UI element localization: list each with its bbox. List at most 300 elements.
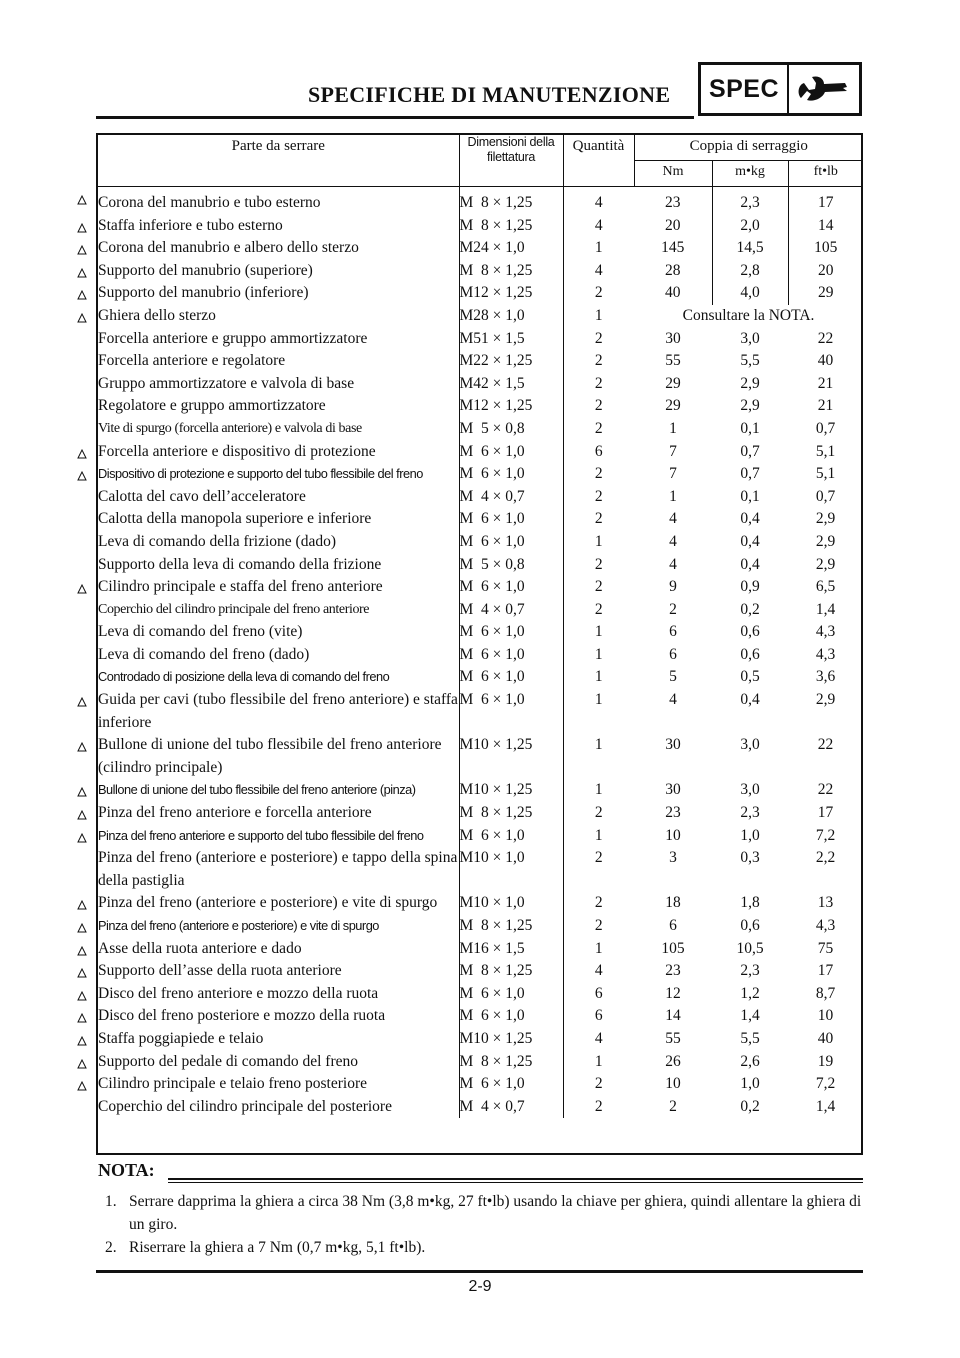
- cell-torque-nm: 4: [669, 510, 677, 528]
- torque-check-triangle-icon: [77, 1013, 87, 1023]
- cell-part: [98, 418, 459, 441]
- cell-quantity: 2: [594, 578, 603, 596]
- table-row: [98, 599, 863, 622]
- cell-torque-mkg: 0,3: [740, 849, 760, 867]
- cell-thread: M24 × 1,0: [459, 237, 563, 260]
- cell-part: [98, 938, 459, 961]
- table-row: [98, 215, 863, 238]
- cell-quantity: 6: [594, 984, 603, 1002]
- cell-thread: M 8 × 1,25: [459, 960, 563, 983]
- cell-quantity: 2: [594, 284, 603, 302]
- cell-quantity: 2: [594, 555, 603, 573]
- cell-torque-nm: 29: [665, 397, 681, 415]
- note-item: [105, 1236, 865, 1259]
- cell-torque-mkg: 5,5: [740, 352, 760, 370]
- cell-torque-ftlb: 17: [817, 804, 834, 822]
- bottom-rule: [96, 1270, 863, 1273]
- cell-part: [98, 802, 459, 825]
- table-row: [98, 1028, 863, 1051]
- cell-part: [98, 915, 459, 938]
- cell-torque-ftlb: 4,3: [815, 645, 836, 663]
- cell-torque-nm: 55: [665, 352, 681, 370]
- cell-thread: M 6 × 1,0: [459, 689, 563, 734]
- cell-part: [98, 395, 459, 418]
- cell-thread: M12 × 1,25: [459, 395, 563, 418]
- table-body: [98, 187, 863, 1119]
- cell-part: [98, 960, 459, 983]
- cell-torque-ftlb: 21: [817, 374, 834, 392]
- cell-part: [98, 441, 459, 464]
- note-item-number: 1.: [105, 1193, 117, 1210]
- cell-part: [98, 554, 459, 577]
- cell-torque-nm: 6: [669, 623, 677, 641]
- cell-part: [98, 983, 459, 1006]
- part-label: Corona del manubrio e albero dello sterzo: [98, 239, 359, 257]
- cell-torque-mkg: 2,9: [740, 397, 760, 415]
- part-label: Staffa inferiore e tubo esterno: [98, 216, 283, 234]
- part-label: Pinza del freno anteriore e supporto del tubo flessibile del freno: [98, 827, 424, 843]
- table-row: [98, 1096, 863, 1119]
- cell-part: [98, 282, 459, 305]
- cell-torque-mkg: 1,0: [740, 826, 760, 844]
- table-row: [98, 418, 863, 441]
- table-row: [98, 260, 863, 283]
- cell-part: [98, 1028, 459, 1051]
- note-item-number: 2.: [105, 1239, 117, 1256]
- torque-check-triangle-icon: [77, 968, 87, 978]
- part-label: Regolatore e gruppo ammortizzatore: [98, 397, 326, 415]
- cell-torque-mkg: 0,4: [740, 510, 760, 528]
- cell-quantity: 2: [594, 1075, 603, 1093]
- cell-quantity: 2: [594, 487, 603, 505]
- part-label: Bullone di unione del tubo flessibile del freno anteriore (cilindro principale): [98, 736, 442, 776]
- cell-thread: M 6 × 1,0: [459, 1005, 563, 1028]
- part-label: Corona del manubrio e tubo esterno: [98, 194, 321, 211]
- wrench-icon: [789, 65, 859, 113]
- table-row: [98, 802, 863, 825]
- cell-thread: M 8 × 1,25: [459, 1051, 563, 1074]
- part-label: Dispositivo di protezione e supporto del tubo flessibile del freno: [98, 466, 423, 482]
- cell-part: [98, 373, 459, 396]
- cell-torque-mkg: 0,6: [740, 623, 760, 641]
- cell-part: [98, 463, 459, 486]
- cell-quantity: 2: [594, 917, 603, 934]
- torque-check-triangle-icon: [77, 223, 87, 233]
- cell-torque-note: Consultare la NOTA.: [682, 306, 815, 324]
- cell-torque-ftlb: 5,1: [815, 465, 836, 483]
- cell-torque-ftlb: 14: [788, 215, 863, 238]
- cell-part: [98, 779, 459, 802]
- torque-check-triangle-icon: [77, 946, 87, 956]
- note-item-text: Serrare dapprima la ghiera a circa 38 Nm (3,8 m•kg, 27 ft•lb) usando la chiave per ghiera, quindi allentare la ghiera di un giro.: [129, 1193, 862, 1233]
- table-row: [98, 1073, 863, 1096]
- cell-torque-mkg: 5,5: [740, 1029, 760, 1047]
- cell-torque-mkg: 0,4: [740, 532, 760, 550]
- table-row: [98, 373, 863, 396]
- table-row: [98, 960, 863, 983]
- table-row: [98, 734, 863, 779]
- part-label: Supporto del pedale di comando del freno: [98, 1052, 358, 1070]
- title-rule: [96, 116, 694, 119]
- cell-part: [98, 350, 459, 373]
- table-row: [98, 915, 863, 938]
- cell-thread: M10 × 1,25: [459, 1028, 563, 1051]
- part-label: Cilindro principale e staffa del freno anteriore: [98, 578, 383, 596]
- cell-thread: M 8 × 1,25: [459, 915, 563, 938]
- header-thread: Dimensioni della filettatura: [459, 135, 563, 187]
- cell-quantity: 1: [594, 826, 603, 844]
- cell-torque-ftlb: 7,2: [815, 1075, 836, 1093]
- table-row: [98, 328, 863, 351]
- part-label: Cilindro principale e telaio freno posteriore: [98, 1075, 368, 1093]
- cell-torque-mkg: 0,6: [740, 917, 760, 934]
- cell-quantity: 2: [594, 600, 603, 618]
- cell-part: [98, 892, 459, 915]
- cell-torque-mkg: 14,5: [712, 237, 788, 260]
- torque-check-triangle-icon: [77, 787, 87, 797]
- cell-quantity: 2: [594, 374, 603, 392]
- cell-quantity: 2: [594, 510, 603, 528]
- cell-quantity: 2: [594, 1097, 603, 1115]
- cell-quantity: 1: [594, 306, 603, 324]
- part-label: Forcella anteriore e gruppo ammortizzatore: [98, 329, 368, 347]
- cell-torque-nm: 23: [665, 962, 681, 980]
- cell-torque-ftlb: 2,2: [815, 849, 836, 867]
- cell-part: [98, 215, 459, 238]
- cell-part: [98, 666, 459, 689]
- cell-torque-nm: 7: [669, 442, 677, 460]
- cell-quantity: 1: [594, 623, 603, 641]
- cell-torque-mkg: 0,1: [740, 487, 760, 505]
- cell-part: [98, 689, 459, 734]
- cell-torque-nm: 2: [669, 1097, 677, 1115]
- header-part: Parte da serrare: [98, 135, 459, 187]
- cell-part: [98, 644, 459, 667]
- table-row: [98, 644, 863, 667]
- part-label: Guida per cavi (tubo flessibile del freno anteriore) e staffa inferiore: [98, 691, 458, 731]
- cell-thread: M 8 × 1,25: [459, 802, 563, 825]
- cell-part: [98, 621, 459, 644]
- cell-thread: M42 × 1,5: [459, 373, 563, 396]
- cell-torque-mkg: 0,5: [740, 668, 760, 686]
- cell-torque-nm: 3: [669, 849, 677, 867]
- cell-quantity: 4: [594, 261, 603, 279]
- cell-part: [98, 825, 459, 848]
- cell-torque-ftlb: 8,7: [815, 984, 836, 1002]
- part-label: Forcella anteriore e regolatore: [98, 352, 286, 370]
- part-label: Pinza del freno (anteriore e posteriore) e vite di spurgo: [98, 918, 379, 933]
- cell-torque-mkg: 0,6: [740, 645, 760, 663]
- table-row: [98, 508, 863, 531]
- cell-torque-ftlb: 17: [817, 962, 834, 980]
- cell-torque-mkg: 0,4: [740, 691, 760, 709]
- torque-check-triangle-icon: [77, 245, 87, 255]
- cell-torque-ftlb: 22: [817, 781, 834, 799]
- cell-torque-mkg: 2,9: [740, 374, 760, 392]
- cell-quantity: 6: [594, 442, 603, 460]
- cell-thread: M10 × 1,25: [459, 734, 563, 779]
- torque-check-triangle-icon: [77, 268, 87, 278]
- cell-thread: M 4 × 0,7: [459, 1096, 563, 1119]
- cell-thread: M51 × 1,5: [459, 328, 563, 351]
- cell-quantity: 1: [594, 645, 603, 663]
- part-label: Supporto della leva di comando della frizione: [98, 555, 382, 573]
- cell-torque-nm: 20: [665, 216, 681, 234]
- cell-torque-mkg: 1,4: [740, 1007, 760, 1025]
- cell-torque-mkg: 0,2: [740, 1097, 760, 1115]
- note-item-text: Riserrare la ghiera a 7 Nm (0,7 m•kg, 5,1 ft•lb).: [129, 1239, 426, 1256]
- table-row: [98, 282, 863, 305]
- table-row: [98, 1051, 863, 1074]
- cell-part: [98, 599, 459, 622]
- cell-thread: M 5 × 0,8: [459, 418, 563, 441]
- torque-check-triangle-icon: [77, 923, 87, 933]
- torque-table: [96, 133, 863, 1155]
- cell-torque-mkg: 1,0: [740, 1075, 760, 1093]
- cell-torque-nm: 10: [665, 1075, 681, 1093]
- cell-part: [98, 260, 459, 283]
- cell-torque-nm: 28: [665, 261, 681, 279]
- cell-quantity: 2: [594, 419, 603, 437]
- torque-check-triangle-icon: [77, 584, 87, 594]
- cell-quantity: 4: [594, 1029, 603, 1047]
- part-label: Staffa poggiapiede e telaio: [98, 1029, 264, 1047]
- cell-thread: M 6 × 1,0: [459, 983, 563, 1006]
- cell-torque-mkg: 10,5: [736, 939, 764, 957]
- table-row: [98, 350, 863, 373]
- table-row: [98, 689, 863, 734]
- cell-torque-mkg: 0,7: [740, 465, 760, 483]
- part-label: Controdado di posizione della leva di comando del freno: [98, 669, 390, 685]
- cell-quantity: 1: [594, 532, 603, 550]
- spec-badge-label: SPEC: [701, 65, 789, 113]
- cell-torque-nm: 6: [669, 645, 677, 663]
- part-label: Coperchio del cilindro principale del posteriore: [98, 1097, 392, 1115]
- cell-quantity: 2: [594, 894, 603, 912]
- cell-thread: M10 × 1,0: [459, 892, 563, 915]
- cell-part: [98, 734, 459, 779]
- cell-quantity: 4: [594, 216, 603, 234]
- header-unit-nm: Nm: [634, 161, 712, 187]
- cell-torque-nm: 5: [669, 668, 677, 686]
- cell-quantity: 1: [594, 1052, 603, 1070]
- cell-torque-mkg: 1,2: [740, 984, 760, 1002]
- cell-torque-nm: 23: [665, 194, 681, 211]
- part-label: Calotta della manopola superiore e inferiore: [98, 510, 372, 528]
- cell-torque-ftlb: 4,3: [815, 917, 836, 934]
- cell-part: [98, 1096, 459, 1119]
- cell-torque-mkg: 1,8: [740, 894, 760, 912]
- cell-torque-ftlb: 0,7: [815, 487, 836, 505]
- cell-torque-ftlb: 2,9: [815, 555, 836, 573]
- cell-torque-mkg: 2,6: [740, 1052, 760, 1070]
- cell-part: [98, 1073, 459, 1096]
- part-label: Supporto del manubrio (superiore): [98, 261, 313, 279]
- cell-thread: M 8 × 1,25: [459, 187, 563, 215]
- page-number: 2-9: [468, 1278, 492, 1295]
- cell-torque-nm: 4: [669, 532, 677, 550]
- torque-check-triangle-icon: [77, 900, 87, 910]
- table-row: [98, 187, 863, 215]
- cell-thread: M 6 × 1,0: [459, 666, 563, 689]
- cell-part: [98, 508, 459, 531]
- cell-torque-nm: 105: [661, 939, 685, 957]
- part-label: Vite di spurgo (forcella anteriore) e valvola di base: [98, 420, 362, 436]
- part-label: Pinza del freno anteriore e forcella anteriore: [98, 804, 372, 822]
- cell-torque-mkg: 0,7: [740, 442, 760, 460]
- part-label: Pinza del freno (anteriore e posteriore) e tappo della spina della pastiglia: [98, 849, 458, 889]
- cell-thread: M 6 × 1,0: [459, 463, 563, 486]
- cell-part: [98, 187, 459, 215]
- table-row: [98, 892, 863, 915]
- cell-thread: M10 × 1,25: [459, 779, 563, 802]
- table-row: [98, 463, 863, 486]
- cell-quantity: 2: [594, 352, 603, 370]
- part-label: Leva di comando della frizione (dado): [98, 532, 336, 550]
- cell-torque-ftlb: 105: [788, 237, 863, 260]
- part-label: Ghiera dello sterzo: [98, 306, 216, 324]
- cell-thread: M22 × 1,25: [459, 350, 563, 373]
- table-row: [98, 825, 863, 848]
- cell-quantity: 1: [594, 691, 603, 709]
- cell-thread: M 8 × 1,25: [459, 215, 563, 238]
- table-row: [98, 938, 863, 961]
- note-item: [105, 1190, 865, 1236]
- cell-torque-mkg: 2,3: [712, 187, 788, 215]
- cell-torque-ftlb: 21: [817, 397, 834, 415]
- table-row: [98, 305, 863, 328]
- header-torque: Coppia di serraggio: [634, 135, 863, 161]
- cell-torque-nm: 29: [665, 374, 681, 392]
- torque-check-triangle-icon: [77, 1081, 87, 1091]
- cell-torque-nm: 12: [665, 984, 681, 1002]
- cell-torque-ftlb: 0,7: [815, 419, 836, 437]
- table-row: [98, 554, 863, 577]
- cell-torque-ftlb: 10: [817, 1007, 834, 1025]
- torque-check-triangle-icon: [77, 742, 87, 752]
- part-label: Supporto del manubrio (inferiore): [98, 284, 309, 302]
- table-row: [98, 847, 863, 892]
- cell-part: [98, 847, 459, 892]
- header-unit-ftlb: ft•lb: [788, 161, 863, 187]
- cell-torque-ftlb: 40: [817, 352, 834, 370]
- part-label: Coperchio del cilindro principale del freno anteriore: [98, 601, 370, 617]
- part-label: Forcella anteriore e dispositivo di protezione: [98, 442, 376, 460]
- table-row: [98, 395, 863, 418]
- cell-torque-ftlb: 19: [817, 1052, 834, 1070]
- page-title: SPECIFICHE DI MANUTENZIONE: [308, 82, 671, 107]
- spec-badge: [698, 62, 862, 116]
- cell-torque-nm: 10: [665, 826, 681, 844]
- cell-quantity: 1: [594, 239, 603, 257]
- cell-thread: M12 × 1,25: [459, 282, 563, 305]
- cell-thread: M16 × 1,5: [459, 938, 563, 961]
- cell-quantity: 4: [594, 962, 603, 980]
- table-row: [98, 666, 863, 689]
- cell-quantity: 2: [594, 804, 603, 822]
- cell-torque-mkg: 2,3: [740, 804, 760, 822]
- cell-thread: M 6 × 1,0: [459, 531, 563, 554]
- torque-check-triangle-icon: [77, 1059, 87, 1069]
- table-row: [98, 237, 863, 260]
- part-label: Asse della ruota anteriore e dado: [98, 939, 302, 957]
- cell-quantity: 1: [594, 668, 603, 686]
- cell-torque-nm: 30: [665, 781, 681, 799]
- cell-torque-ftlb: 2,9: [815, 691, 836, 709]
- cell-torque-mkg: 2,3: [740, 962, 760, 980]
- torque-check-triangle-icon: [77, 810, 87, 820]
- cell-quantity: 2: [594, 397, 603, 415]
- cell-thread: M 8 × 1,25: [459, 260, 563, 283]
- cell-torque-ftlb: 13: [817, 894, 834, 912]
- cell-torque-mkg: 3,0: [740, 736, 760, 754]
- torque-check-triangle-icon: [77, 1036, 87, 1046]
- cell-quantity: 2: [594, 329, 603, 347]
- header-unit-mkg: m•kg: [712, 161, 788, 187]
- cell-torque-mkg: 3,0: [740, 781, 760, 799]
- note-list: [105, 1190, 865, 1259]
- cell-part: [98, 305, 459, 328]
- torque-check-triangle-icon: [77, 697, 87, 707]
- cell-thread: M 6 × 1,0: [459, 1073, 563, 1096]
- cell-thread: M 6 × 1,0: [459, 825, 563, 848]
- cell-torque-mkg: 0,4: [740, 555, 760, 573]
- cell-torque-mkg: 4,0: [712, 282, 788, 305]
- cell-torque-nm: 9: [669, 578, 677, 596]
- cell-torque-ftlb: 22: [817, 329, 834, 347]
- cell-torque-ftlb: 75: [817, 939, 834, 957]
- note-rule: [168, 1178, 863, 1180]
- cell-part: [98, 328, 459, 351]
- cell-torque-mkg: 2,8: [712, 260, 788, 283]
- cell-quantity: 4: [594, 194, 603, 211]
- part-label: Disco del freno anteriore e mozzo della ruota: [98, 984, 379, 1002]
- cell-torque-ftlb: 4,3: [815, 623, 836, 641]
- table-row: [98, 779, 863, 802]
- cell-torque-nm: 55: [665, 1029, 681, 1047]
- cell-thread: M10 × 1,0: [459, 847, 563, 892]
- cell-quantity: 1: [594, 939, 603, 957]
- table-row: [98, 486, 863, 509]
- table-row: [98, 441, 863, 464]
- part-label: Calotta del cavo dell’acceleratore: [98, 487, 306, 505]
- cell-torque-ftlb: 2,9: [815, 532, 836, 550]
- cell-torque-nm: 18: [665, 894, 681, 912]
- cell-part: [98, 237, 459, 260]
- cell-torque-nm: 145: [661, 239, 685, 257]
- table-row: [98, 983, 863, 1006]
- table-row: [98, 576, 863, 599]
- torque-check-triangle-icon: [77, 195, 87, 205]
- cell-torque-nm: 23: [665, 804, 681, 822]
- cell-torque-ftlb: 7,2: [815, 826, 836, 844]
- cell-torque-ftlb: 20: [788, 260, 863, 283]
- table-row: [98, 1005, 863, 1028]
- cell-torque-ftlb: 22: [817, 736, 834, 754]
- cell-torque-nm: 30: [665, 736, 681, 754]
- note-rule-thin: [168, 1182, 863, 1183]
- cell-torque-nm: 2: [669, 600, 677, 618]
- cell-torque-nm: 1: [669, 487, 677, 505]
- cell-part: [98, 576, 459, 599]
- cell-part: [98, 1005, 459, 1028]
- cell-thread: M 6 × 1,0: [459, 441, 563, 464]
- cell-torque-ftlb: 2,9: [815, 510, 836, 528]
- cell-quantity: 2: [594, 465, 603, 483]
- part-label: Leva di comando del freno (vite): [98, 623, 303, 641]
- header-quantity: Quantità: [563, 135, 634, 187]
- cell-torque-nm: 14: [665, 1007, 681, 1025]
